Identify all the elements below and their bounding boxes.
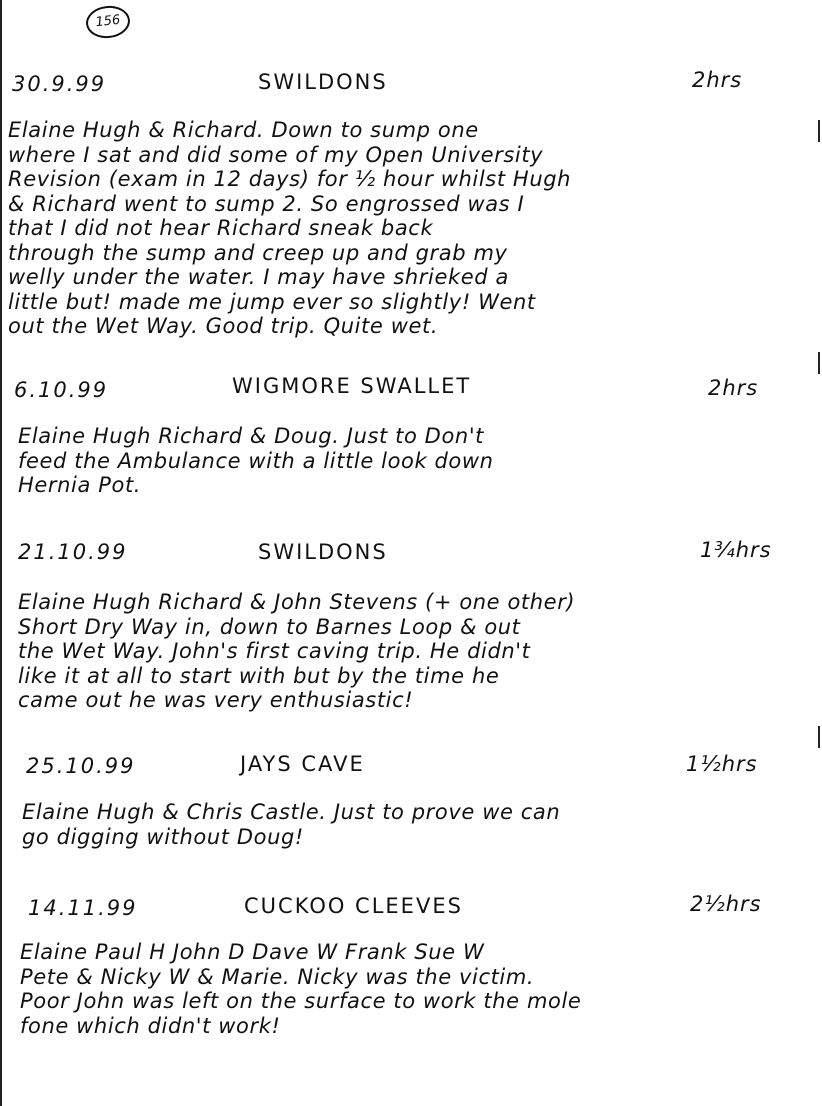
note-line: & Richard went to sump 2. So engrossed was I — [8, 191, 525, 216]
note-line: Elaine Paul H John D Dave W Frank Sue W — [20, 940, 485, 964]
entry-duration: 2hrs — [692, 68, 743, 92]
entry-cave: JAYS CAVE — [240, 752, 365, 776]
entry-notes — [22, 800, 560, 849]
note-line: welly under the water. I may have shrieked a — [8, 265, 509, 289]
note-line: like it at all to start with but by the time he — [18, 663, 500, 688]
note-line: Revision (exam in 12 days) for ½ hour whilst Hugh — [8, 167, 572, 191]
note-line: that I did not hear Richard sneak back — [8, 216, 434, 240]
note-line: Elaine Hugh Richard & John Stevens (+ one other) — [18, 590, 576, 614]
edge-mark — [818, 352, 820, 374]
entry-duration: 1½hrs — [686, 752, 758, 776]
entry-duration: 2hrs — [708, 376, 759, 400]
note-line: feed the Ambulance with a little look down — [18, 448, 494, 473]
entry-date: 25.10.99 — [26, 754, 136, 778]
entry-date: 6.10.99 — [14, 378, 109, 402]
entry-date: 21.10.99 — [18, 540, 128, 564]
edge-mark — [818, 120, 820, 142]
note-line: out the Wet Way. Good trip. Quite wet. — [8, 314, 439, 338]
left-margin-line — [0, 0, 2, 1106]
note-line: Elaine Hugh & Chris Castle. Just to prove we can — [22, 800, 561, 824]
note-line: through the sump and creep up and grab my — [8, 240, 508, 265]
entry-date: 30.9.99 — [12, 72, 107, 96]
entry-duration: 2½hrs — [690, 892, 762, 916]
entry-cave: SWILDONS — [258, 540, 388, 564]
note-line: little but! made me jump ever so slightly! Went — [8, 289, 536, 314]
note-line: the Wet Way. John's first caving trip. He didn't — [18, 639, 531, 663]
note-line: Poor John was left on the surface to work the mole — [20, 989, 582, 1013]
entry-cave: SWILDONS — [258, 70, 388, 94]
note-line: Hernia Pot. — [18, 473, 142, 497]
entry-notes — [20, 940, 581, 1038]
note-line: where I sat and did some of my Open University — [8, 142, 544, 167]
entry-notes — [18, 424, 494, 498]
entry-cave: CUCKOO CLEEVES — [244, 894, 463, 918]
note-line: Elaine Hugh Richard & Doug. Just to Don't — [18, 424, 485, 448]
page-number: 156 — [84, 4, 131, 40]
entry-date: 14.11.99 — [28, 896, 138, 920]
entry-notes — [18, 590, 575, 713]
note-line: fone which didn't work! — [20, 1013, 281, 1038]
entry-duration: 1¾hrs — [700, 538, 772, 562]
note-line: Elaine Hugh & Richard. Down to sump one — [8, 118, 479, 142]
note-line: Short Dry Way in, down to Barnes Loop & out — [18, 614, 521, 639]
edge-mark — [818, 726, 820, 748]
note-line: came out he was very enthusiastic! — [18, 688, 414, 712]
entry-notes — [8, 118, 571, 339]
entry-cave: WIGMORE SWALLET — [232, 374, 472, 398]
note-line: go digging without Doug! — [22, 824, 304, 849]
note-line: Pete & Nicky W & Marie. Nicky was the victim. — [20, 964, 535, 989]
